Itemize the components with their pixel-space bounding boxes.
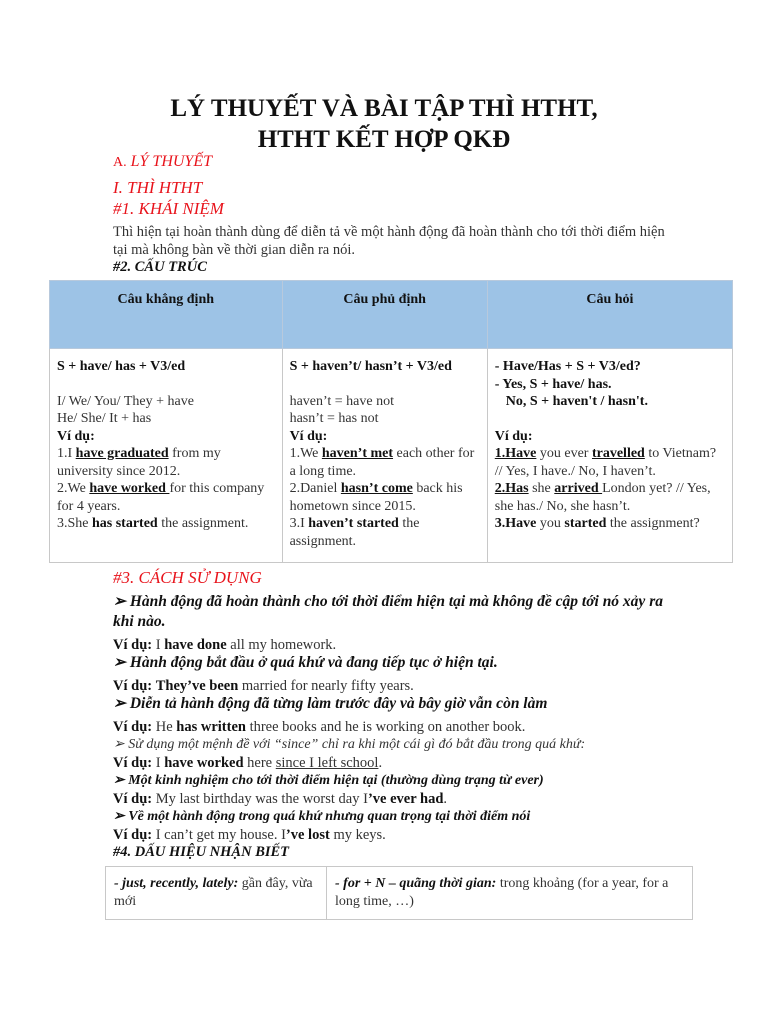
header-question: Câu hỏi (487, 281, 732, 349)
affirmative-formula: S + have/ has + V3/ed (57, 359, 186, 374)
sign-just-recently-lately: - just, recently, lately: gần đây, vừa mới (106, 867, 327, 920)
question-no: No, S + haven't / hasn't. (505, 394, 648, 409)
structure-table (49, 280, 733, 563)
usage-5: ➢ Một kinh nghiệm cho tới thời điểm hiện tại (thường dùng trạng từ ever) (113, 773, 544, 788)
header-affirmative: Câu khẳng định (50, 281, 283, 349)
definition-paragraph: Thì hiện tại hoàn thành dùng để diễn tả về một hành động đã hoàn thành cho tới thời điểm hiện tại mà không bàn về thời gian diễn ra nói. (113, 224, 665, 258)
usage-4-example: Ví dụ: I have worked here since I left school. (113, 755, 383, 771)
negative-example-label: Ví dụ: (289, 428, 328, 444)
affirmative-example-1: 1.I have graduated from my university since 2012. (57, 446, 221, 479)
heading-structure: #2. CẤU TRÚC (113, 259, 207, 275)
usage-4: ➢ Sử dụng một mệnh đề với “since” chỉ ra khi một cái gì đó bắt đầu trong quá khứ: (113, 737, 586, 752)
signs-table (105, 866, 693, 920)
negative-line-1: haven’t = have not (289, 393, 395, 409)
affirmative-example-2: 2.We have worked for this company for 4 years. (57, 481, 265, 514)
title-line-1: LÝ THUYẾT VÀ BÀI TẬP THÌ HTHT, (170, 95, 598, 122)
affirmative-line-2: He/ She/ It + has (57, 411, 152, 426)
heading-tense: I. THÌ HTHT (113, 178, 203, 197)
usage-6: ➢ Về một hành động trong quá khứ nhưng quan trọng tại thời điểm nói (113, 809, 531, 824)
structure-table-header-row (50, 281, 733, 349)
negative-formula: S + haven’t/ hasn’t + V3/ed (289, 359, 452, 374)
usage-2: ➢ Hành động bắt đầu ở quá khứ và đang tiếp tục ở hiện tại. (113, 654, 498, 671)
heading-concept: #1. KHÁI NIỆM (113, 199, 224, 218)
affirmative-example-label: Ví dụ: (57, 428, 95, 444)
sign-for-duration: - for + N – quãng thời gian: trong khoảng (for a year, for a long time, …) (327, 867, 693, 920)
cell-question (487, 349, 732, 563)
affirmative-line-1: I/ We/ You/ They + have (57, 393, 194, 409)
header-negative: Câu phủ định (282, 281, 487, 349)
usage-6-example: Ví dụ: I can’t get my house. I’ve lost my keys. (113, 827, 386, 843)
usage-3: ➢ Diễn tả hành động đã từng làm trước đây và bây giờ vẫn còn làm (113, 695, 548, 712)
question-yes: - Yes, S + have/ has. (494, 376, 612, 392)
question-example-3: 3.Have you started the assignment? (494, 516, 700, 531)
negative-example-3: 3.I haven’t started the assignment. (289, 516, 420, 549)
cell-negative (282, 349, 487, 563)
heading-usage: #3. CÁCH SỬ DỤNG (113, 568, 262, 587)
question-example-label: Ví dụ: (494, 428, 533, 444)
section-a-letter: A. (113, 155, 127, 170)
usage-5-example: Ví dụ: My last birthday was the worst day I’ve ever had. (113, 791, 448, 807)
cell-affirmative (50, 349, 283, 563)
heading-signs: #4. DẤU HIỆU NHẬN BIẾT (113, 844, 290, 860)
structure-table-row (50, 349, 733, 563)
question-example-2: 2.Has she arrived London yet? // Yes, she has./ No, she hasn’t. (494, 481, 711, 514)
negative-example-1: 1.We haven’t met each other for a long time. (289, 446, 475, 479)
page-title (0, 93, 768, 155)
section-a-label: LÝ THUYẾT (130, 153, 212, 170)
negative-example-2: 2.Daniel hasn’t come back his hometown since 2015. (289, 481, 463, 514)
usage-2-example: Ví dụ: They’ve been married for nearly fifty years. (113, 678, 414, 694)
negative-line-2: hasn’t = has not (289, 411, 379, 426)
usage-3-example: Ví dụ: He has written three books and he is working on another book. (113, 719, 526, 735)
section-a-heading (113, 153, 212, 171)
question-example-1: 1.Have you ever travelled to Vietnam? // Yes, I have./ No, I haven’t. (494, 446, 717, 479)
affirmative-example-3: 3.She has started the assignment. (57, 516, 249, 531)
usage-1-example: Ví dụ: I have done all my homework. (113, 637, 337, 653)
question-formula: - Have/Has + S + V3/ed? (494, 359, 641, 374)
title-line-2: HTHT KẾT HỢP QKĐ (257, 126, 511, 153)
usage-1: ➢ Hành động đã hoàn thành cho tới thời điểm hiện tại mà không đề cập tới nó xảy ra khi nào. (113, 593, 663, 630)
signs-row (106, 867, 693, 920)
